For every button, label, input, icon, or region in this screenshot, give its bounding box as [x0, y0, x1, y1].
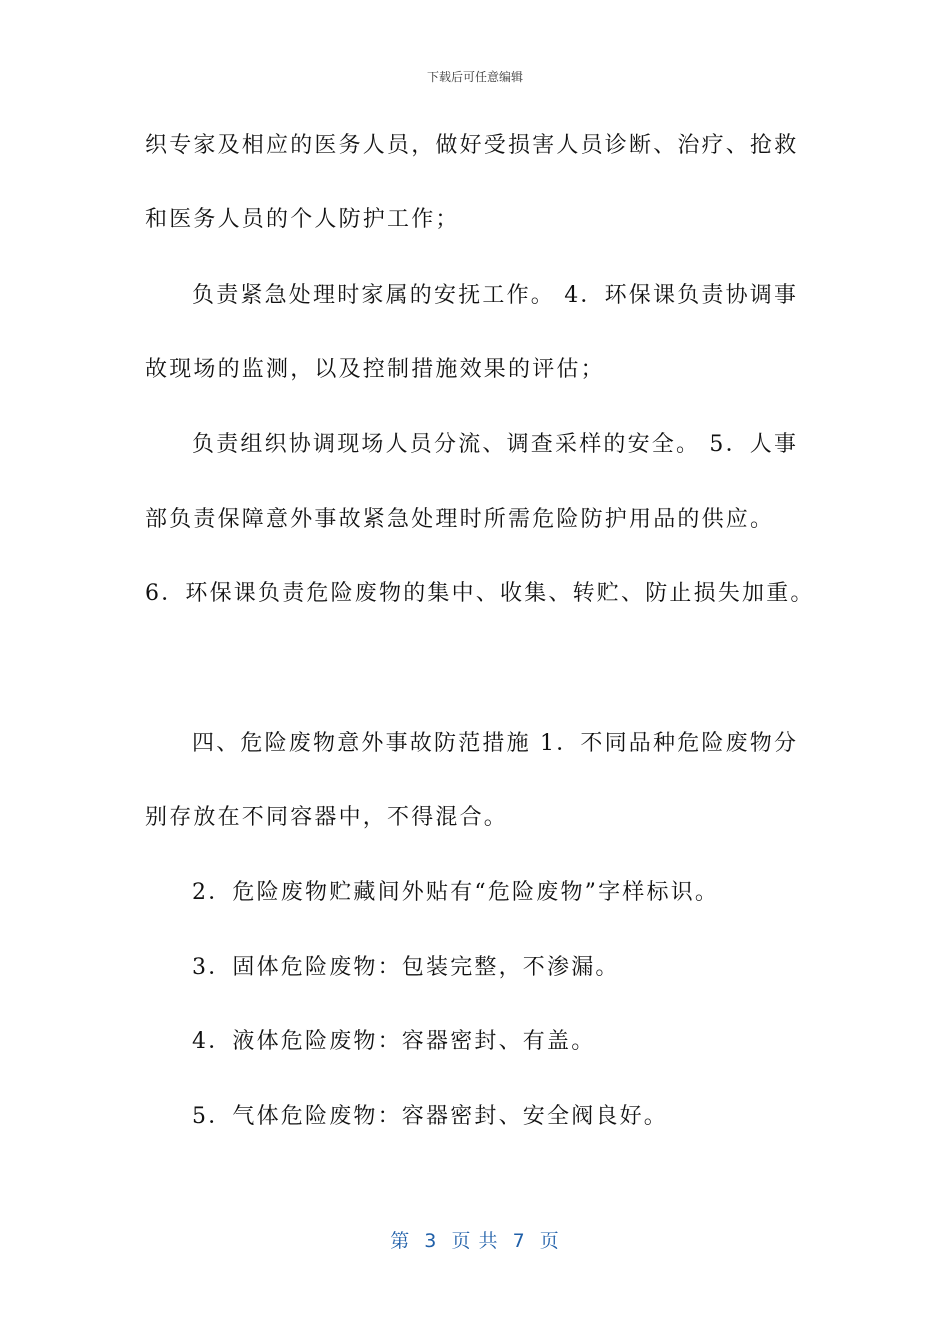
paragraph-line: 部负责保障意外事故紧急处理时所需危险防护用品的供应。: [145, 507, 775, 532]
paragraph-line: 负责紧急处理时家属的安抚工作。 4．环保课负责协调事: [192, 283, 799, 308]
paragraph-line: 织专家及相应的医务人员，做好受损害人员诊断、治疗、抢救: [145, 133, 799, 158]
paragraph-line: 和医务人员的个人防护工作；: [145, 207, 460, 232]
paragraph-line: 故现场的监测，以及控制措施效果的评估；: [145, 357, 605, 382]
paragraph-line: 负责组织协调现场人员分流、调查采样的安全。 5．人事: [192, 432, 799, 457]
section-heading-line: 四、危险废物意外事故防范措施 1．不同品种危险废物分: [192, 731, 799, 756]
list-item: 4．液体危险废物：容器密封、有盖。: [192, 1029, 596, 1054]
paragraph-line: 6．环保课负责危险废物的集中、收集、转贮、防止损失加重。: [145, 581, 815, 606]
list-item: 3．固体危险废物：包装完整，不渗漏。: [192, 955, 620, 980]
header-edit-note: 下载后可任意编辑: [426, 70, 523, 84]
page-indicator: 第 3 页 共 7 页: [390, 1230, 560, 1252]
list-item: 5．气体危险废物：容器密封、安全阀良好。: [192, 1104, 668, 1129]
list-item: 2．危险废物贮藏间外贴有“危险废物”字样标识。: [192, 880, 720, 905]
paragraph-line: 别存放在不同容器中，不得混合。: [145, 805, 509, 830]
